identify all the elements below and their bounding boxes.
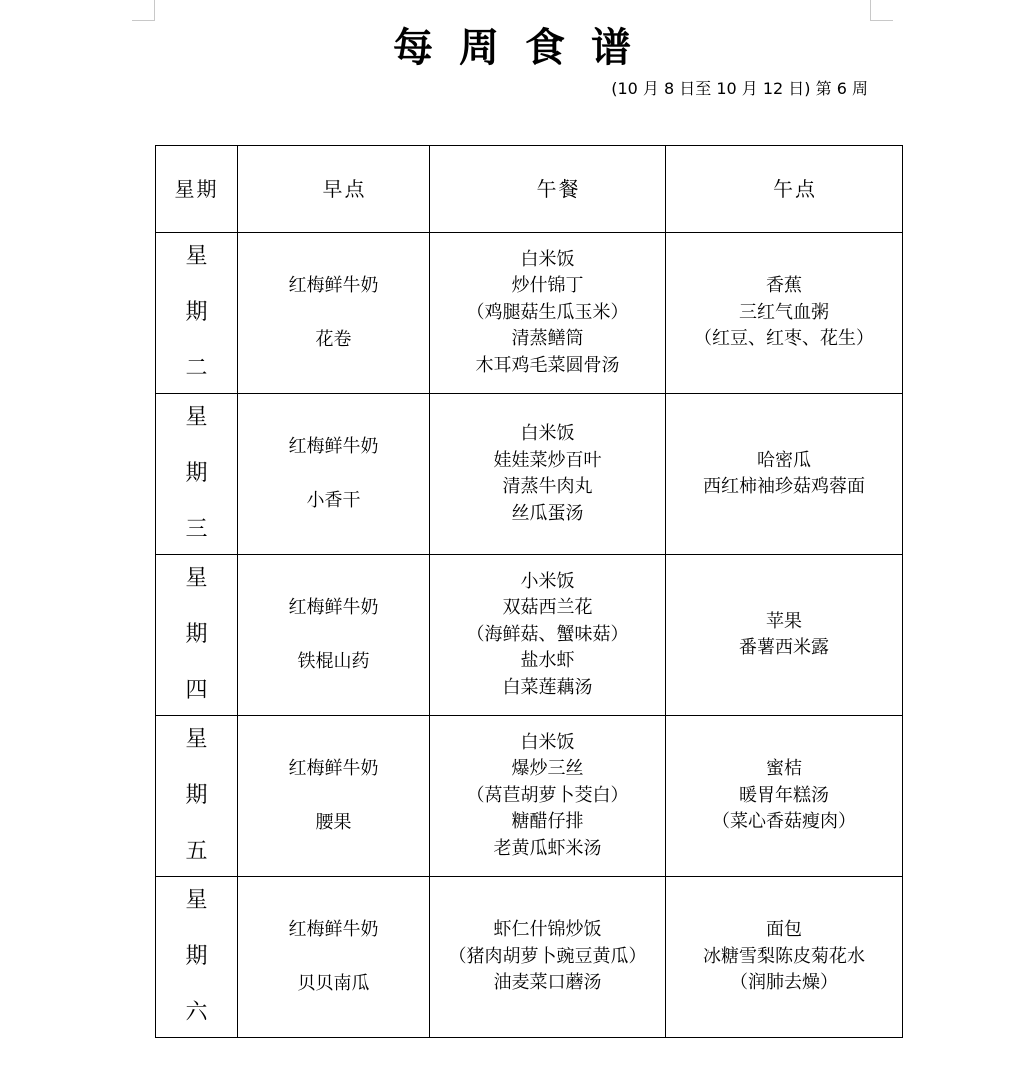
lunch-item: 盐水虾 — [520, 650, 575, 672]
snack-item: 面包 — [766, 919, 802, 941]
snack-item: 三红气血粥 — [739, 301, 829, 323]
lunch-cell — [430, 877, 666, 1038]
snack-item: 苹果 — [766, 610, 802, 632]
breakfast-item: 花卷 — [315, 329, 352, 350]
breakfast-spacer — [238, 943, 429, 971]
header-lunch: 午餐 — [430, 146, 666, 233]
lunch-item: 清蒸牛肉丸 — [502, 476, 593, 497]
breakfast-cell — [238, 555, 430, 716]
day-cell — [156, 877, 238, 1038]
lunch-item: 油麦菜口蘑汤 — [493, 972, 602, 994]
snack-item: 西红柿袖珍菇鸡蓉面 — [703, 476, 865, 497]
lunch-item: 清蒸鳝筒 — [511, 328, 584, 350]
header-row — [156, 146, 903, 233]
day-char: 四 — [185, 678, 208, 703]
breakfast-cell — [238, 716, 430, 877]
day-label — [185, 727, 207, 865]
breakfast-item: 小香干 — [306, 490, 361, 511]
day-label — [185, 244, 207, 382]
snack-item: 蜜桔 — [766, 758, 802, 780]
lunch-item: （猪肉胡萝卜豌豆黄瓜） — [448, 945, 647, 967]
lunch-item: 炒什锦丁 — [511, 275, 584, 297]
snack-cell — [666, 233, 903, 394]
lunch-item: 白菜莲藕汤 — [502, 676, 593, 698]
day-cell — [156, 555, 238, 716]
snack-item: （润肺去燥） — [730, 972, 838, 994]
day-cell — [156, 233, 238, 394]
breakfast-item: 贝贝南瓜 — [297, 973, 370, 994]
lunch-item: 小米饭 — [520, 570, 575, 592]
lunch-item: 老黄瓜虾米汤 — [493, 837, 602, 859]
snack-item: （红豆、红枣、花生） — [694, 328, 874, 350]
breakfast-spacer — [238, 782, 429, 810]
breakfast-cell — [238, 394, 430, 555]
snack-item: 番薯西米露 — [739, 637, 829, 658]
day-char: 期 — [185, 622, 208, 647]
day-label — [185, 888, 207, 1026]
day-char: 星 — [185, 727, 208, 752]
day-char: 星 — [185, 888, 208, 913]
lunch-item: 白米饭 — [520, 423, 575, 444]
snack-item: 香蕉 — [766, 275, 802, 297]
breakfast-item: 红梅鲜牛奶 — [288, 918, 379, 940]
breakfast-item: 红梅鲜牛奶 — [288, 757, 379, 779]
snack-cell — [666, 555, 903, 716]
day-char: 星 — [185, 566, 208, 591]
day-cell — [156, 394, 238, 555]
day-char: 期 — [185, 461, 208, 486]
lunch-item: 娃娃菜炒百叶 — [493, 449, 602, 471]
table-row — [156, 394, 903, 555]
menu-body — [156, 233, 903, 1038]
day-char: 期 — [185, 300, 208, 325]
day-char: 五 — [185, 839, 208, 864]
breakfast-item: 铁棍山药 — [297, 651, 370, 672]
lunch-cell — [430, 555, 666, 716]
lunch-item: （海鲜菇、蟹味菇） — [466, 623, 629, 645]
lunch-item: 双菇西兰花 — [502, 597, 593, 619]
table-row — [156, 877, 903, 1038]
breakfast-spacer — [238, 299, 429, 327]
page-title: 每周食谱 — [393, 25, 657, 71]
lunch-cell — [430, 233, 666, 394]
breakfast-item: 腰果 — [315, 812, 352, 833]
lunch-item: 虾仁什锦炒饭 — [493, 919, 602, 941]
breakfast-cell — [238, 877, 430, 1038]
weekly-menu-table — [155, 145, 903, 1038]
day-char: 期 — [185, 783, 208, 808]
snack-cell — [666, 394, 903, 555]
table-row — [156, 716, 903, 877]
lunch-item: 丝瓜蛋汤 — [511, 502, 584, 524]
lunch-item: （鸡腿菇生瓜玉米） — [466, 301, 629, 323]
header-day: 星期 — [156, 146, 238, 233]
snack-item: 冰糖雪梨陈皮菊花水 — [703, 945, 865, 967]
lunch-item: 爆炒三丝 — [511, 758, 584, 780]
lunch-item: 白米饭 — [520, 731, 575, 753]
snack-item: 哈密瓜 — [757, 449, 811, 471]
breakfast-spacer — [238, 460, 429, 488]
lunch-item: （莴苣胡萝卜茭白） — [466, 784, 629, 806]
breakfast-item: 红梅鲜牛奶 — [288, 435, 379, 457]
day-char: 六 — [185, 1000, 208, 1025]
breakfast-spacer — [238, 621, 429, 649]
day-label — [185, 405, 207, 543]
day-char: 二 — [185, 356, 208, 381]
snack-cell — [666, 716, 903, 877]
day-label — [185, 566, 207, 704]
table-row — [156, 555, 903, 716]
day-cell — [156, 716, 238, 877]
header-snack: 午点 — [666, 146, 903, 233]
day-char: 星 — [185, 405, 208, 430]
breakfast-item: 红梅鲜牛奶 — [288, 274, 379, 296]
lunch-item: 糖醋仔排 — [511, 811, 584, 833]
lunch-item: 白米饭 — [520, 248, 575, 270]
snack-item: （菜心香菇瘦肉） — [712, 811, 856, 833]
day-char: 期 — [185, 944, 208, 969]
lunch-item: 木耳鸡毛菜圆骨汤 — [475, 354, 620, 376]
breakfast-cell — [238, 233, 430, 394]
snack-cell — [666, 877, 903, 1038]
lunch-cell — [430, 716, 666, 877]
day-char: 星 — [185, 244, 208, 269]
page-corner-mark-left — [132, 0, 155, 21]
header-breakfast: 早点 — [238, 146, 430, 233]
breakfast-item: 红梅鲜牛奶 — [288, 596, 379, 618]
snack-item: 暖胃年糕汤 — [739, 784, 829, 806]
table-row — [156, 233, 903, 394]
date-range-subtitle: (10 月 8 日至 10 月 12 日) 第 6 周 — [611, 79, 868, 98]
day-char: 三 — [185, 517, 208, 542]
lunch-cell — [430, 394, 666, 555]
page-corner-mark-right — [870, 0, 893, 21]
